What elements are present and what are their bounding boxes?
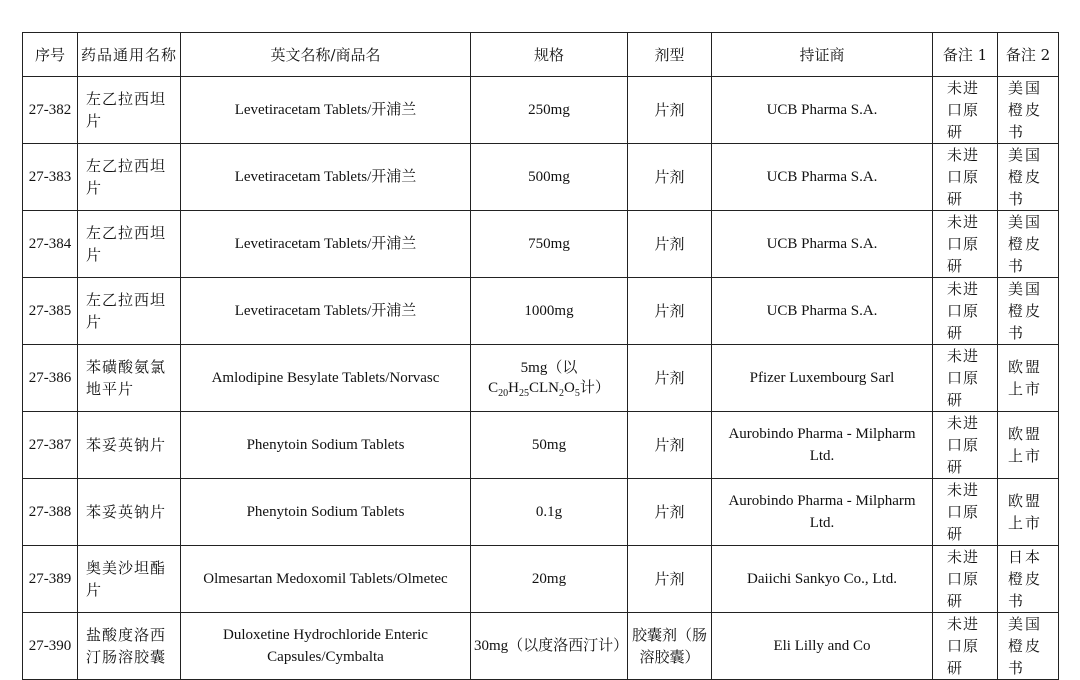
cell-form: 片剂 — [628, 546, 712, 613]
drug-table — [22, 32, 1059, 680]
header-row — [23, 33, 1059, 77]
header-spec: 规格 — [471, 33, 628, 77]
cell-spec: 1000mg — [471, 278, 628, 345]
spec-formula: 5mg（以 $C_{20}H_{25}CLN_2O_5$计） — [488, 359, 610, 399]
cell-spec: 20mg — [471, 546, 628, 613]
cell-index: 27-386 — [23, 345, 78, 412]
table-row — [23, 613, 1059, 680]
cell-holder: UCB Pharma S.A. — [712, 144, 933, 211]
cell-index: 27-390 — [23, 613, 78, 680]
cell-holder: Pfizer Luxembourg Sarl — [712, 345, 933, 412]
cell-holder: Aurobindo Pharma - Milpharm Ltd. — [712, 412, 933, 479]
cell-holder: Aurobindo Pharma - Milpharm Ltd. — [712, 479, 933, 546]
cell-holder: Eli Lilly and Co — [712, 613, 933, 680]
cell-form: 片剂 — [628, 278, 712, 345]
cell-note1: 未进口原研 — [933, 546, 998, 613]
cell-index: 27-384 — [23, 211, 78, 278]
header-holder: 持证商 — [712, 33, 933, 77]
cell-english-name: Levetiracetam Tablets/开浦兰 — [181, 211, 471, 278]
cell-note1: 未进口原研 — [933, 479, 998, 546]
cell-form: 片剂 — [628, 412, 712, 479]
cell-note2: 美国橙皮书 — [998, 613, 1059, 680]
cell-form: 胶囊剂（肠溶胶囊） — [628, 613, 712, 680]
cell-english-name: Levetiracetam Tablets/开浦兰 — [181, 278, 471, 345]
table-row — [23, 211, 1059, 278]
table-row — [23, 278, 1059, 345]
cell-note2: 美国橙皮书 — [998, 77, 1059, 144]
cell-english-name: Phenytoin Sodium Tablets — [181, 412, 471, 479]
cell-form: 片剂 — [628, 479, 712, 546]
cell-index: 27-382 — [23, 77, 78, 144]
cell-generic-name: 左乙拉西坦片 — [78, 278, 181, 345]
cell-index: 27-388 — [23, 479, 78, 546]
header-english-name: 英文名称/商品名 — [181, 33, 471, 77]
header-note1: 备注 1 — [933, 33, 998, 77]
cell-form: 片剂 — [628, 345, 712, 412]
cell-note1: 未进口原研 — [933, 412, 998, 479]
cell-english-name: Olmesartan Medoxomil Tablets/Olmetec — [181, 546, 471, 613]
cell-note2: 欧盟上市 — [998, 412, 1059, 479]
header-note2: 备注 2 — [998, 33, 1059, 77]
cell-note2: 日本橙皮书 — [998, 546, 1059, 613]
cell-english-name: Levetiracetam Tablets/开浦兰 — [181, 77, 471, 144]
cell-note2: 美国橙皮书 — [998, 211, 1059, 278]
cell-spec: 750mg — [471, 211, 628, 278]
cell-generic-name: 左乙拉西坦片 — [78, 144, 181, 211]
cell-spec: 0.1g — [471, 479, 628, 546]
cell-index: 27-389 — [23, 546, 78, 613]
cell-english-name: Duloxetine Hydrochloride Enteric Capsules/Cymbalta — [181, 613, 471, 680]
cell-spec: 50mg — [471, 412, 628, 479]
cell-generic-name: 盐酸度洛西汀肠溶胶囊 — [78, 613, 181, 680]
cell-spec: 30mg（以度洛西汀计） — [471, 613, 628, 680]
cell-generic-name: 左乙拉西坦片 — [78, 211, 181, 278]
cell-spec — [471, 345, 628, 412]
table-row — [23, 345, 1059, 412]
cell-note1: 未进口原研 — [933, 613, 998, 680]
cell-generic-name: 奥美沙坦酯片 — [78, 546, 181, 613]
cell-form: 片剂 — [628, 77, 712, 144]
cell-holder: Daiichi Sankyo Co., Ltd. — [712, 546, 933, 613]
header-index: 序号 — [23, 33, 78, 77]
cell-spec: 500mg — [471, 144, 628, 211]
table-row — [23, 77, 1059, 144]
cell-index: 27-387 — [23, 412, 78, 479]
cell-english-name: Levetiracetam Tablets/开浦兰 — [181, 144, 471, 211]
table-row — [23, 144, 1059, 211]
table-row — [23, 479, 1059, 546]
cell-note1: 未进口原研 — [933, 345, 998, 412]
cell-generic-name: 左乙拉西坦片 — [78, 77, 181, 144]
cell-note1: 未进口原研 — [933, 144, 998, 211]
cell-note1: 未进口原研 — [933, 278, 998, 345]
cell-index: 27-385 — [23, 278, 78, 345]
header-generic-name: 药品通用名称 — [78, 33, 181, 77]
header-form: 剂型 — [628, 33, 712, 77]
cell-english-name: Amlodipine Besylate Tablets/Norvasc — [181, 345, 471, 412]
cell-spec: 250mg — [471, 77, 628, 144]
cell-note2: 美国橙皮书 — [998, 144, 1059, 211]
cell-generic-name: 苯妥英钠片 — [78, 479, 181, 546]
cell-note1: 未进口原研 — [933, 77, 998, 144]
cell-holder: UCB Pharma S.A. — [712, 278, 933, 345]
cell-generic-name: 苯妥英钠片 — [78, 412, 181, 479]
cell-note1: 未进口原研 — [933, 211, 998, 278]
cell-english-name: Phenytoin Sodium Tablets — [181, 479, 471, 546]
cell-note2: 欧盟上市 — [998, 479, 1059, 546]
cell-form: 片剂 — [628, 211, 712, 278]
cell-note2: 美国橙皮书 — [998, 278, 1059, 345]
cell-holder: UCB Pharma S.A. — [712, 77, 933, 144]
cell-note2: 欧盟上市 — [998, 345, 1059, 412]
cell-generic-name: 苯磺酸氨氯地平片 — [78, 345, 181, 412]
table-row — [23, 412, 1059, 479]
table-row — [23, 546, 1059, 613]
cell-index: 27-383 — [23, 144, 78, 211]
cell-holder: UCB Pharma S.A. — [712, 211, 933, 278]
cell-form: 片剂 — [628, 144, 712, 211]
